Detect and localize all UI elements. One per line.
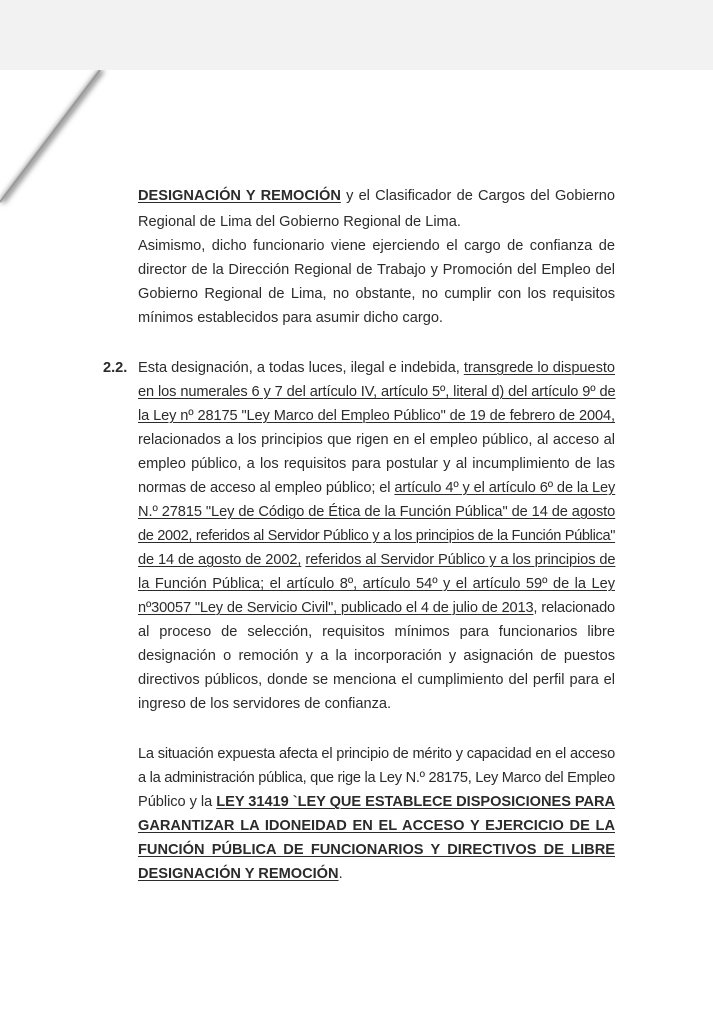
underlined-text: referidos al Servidor Público y a los principios de: [305, 552, 616, 568]
text-line: la Función Pública; el artículo 8º, artículo 54º y el artículo 59º de la Ley: [138, 576, 615, 592]
text-line: Regional de Lima del Gobierno Regional de Lima.: [138, 214, 461, 230]
text-span: Público y la: [138, 794, 217, 810]
text-line: designación o remoción y a la incorporación y asignación de puestos: [138, 648, 615, 664]
text-line: [138, 356, 615, 380]
text-line: directivos públicos, donde se menciona el cumplimiento del perfil para el: [138, 672, 615, 688]
text-line: [138, 790, 615, 814]
text-line: [138, 476, 615, 500]
text-span: .: [338, 866, 343, 882]
text-line: [138, 184, 615, 208]
text-line: en los numerales 6 y 7 del artículo IV, artículo 5º, literal d) del artículo 9º de: [138, 384, 616, 400]
text-line: [138, 862, 615, 886]
underlined-text: de 14 de agosto de 2002,: [138, 552, 302, 568]
text-line: al proceso de selección, requisitos mínimos para funcionarios libre: [138, 624, 615, 640]
text-line: Asimismo, dicho funcionario viene ejerciendo el cargo de confianza de: [138, 238, 615, 254]
text-line: GARANTIZAR LA IDONEIDAD EN EL ACCESO Y EJERCICIO DE LA: [138, 818, 615, 834]
text-line: la Ley nº 28175 "Ley Marco del Empleo Público" de 19 de febrero de 2004,: [138, 408, 615, 424]
underlined-text: nº30057 "Ley de Servicio Civil", publicado el 4 de julio de 2013: [138, 600, 534, 616]
text-span: , relacionado: [533, 600, 615, 616]
text-line: FUNCIÓN PÚBLICA DE FUNCIONARIOS Y DIRECTIVOS DE LIBRE: [138, 842, 615, 858]
text-line: N.º 27815 "Ley de Código de Ética de la Función Pública" de 14 de agosto: [138, 504, 616, 520]
text-line: de 2002, referidos al Servidor Público y a los principios de la Función Pública": [138, 528, 616, 544]
text-span: normas de acceso al empleo público; el: [138, 480, 395, 496]
text-line: La situación expuesta afecta el principio de mérito y capacidad en el acceso: [138, 746, 615, 762]
text-line: empleo público, a los requisitos para postular y al incumplimiento de las: [138, 456, 615, 472]
text-line: a la administración pública, que rige la Ley N.º 28175, Ley Marco del Empleo: [138, 770, 615, 786]
bold-underlined-text: LEY 31419 `LEY QUE ESTABLECE DISPOSICIONES PARA: [216, 794, 616, 810]
bold-underlined-text: DESIGNACIÓN Y REMOCIÓN: [138, 866, 339, 882]
text-line: [138, 596, 615, 620]
text-line: relacionados a los principios que rigen en el empleo público, al acceso al: [138, 432, 615, 448]
underlined-text: artículo 4º y el artículo 6º de la Ley: [394, 480, 616, 496]
text-span: y el Clasificador de Cargos del Gobierno: [340, 188, 615, 204]
text-line: Gobierno Regional de Lima, no obstante, no cumplir con los requisitos: [138, 286, 615, 302]
text-line: director de la Dirección Regional de Trabajo y Promoción del Empleo del: [138, 262, 615, 278]
bold-underlined-text: DESIGNACIÓN Y REMOCIÓN: [138, 188, 341, 204]
section-number: 2.2.: [103, 360, 128, 376]
text-span: Esta designación, a todas luces, ilegal e indebida,: [138, 360, 464, 376]
text-line: [138, 548, 615, 572]
text-line: mínimos establecidos para asumir dicho cargo.: [138, 310, 443, 326]
text-line: ingreso de los servidores de confianza.: [138, 696, 392, 712]
underlined-text: transgrede lo dispuesto: [463, 360, 615, 376]
